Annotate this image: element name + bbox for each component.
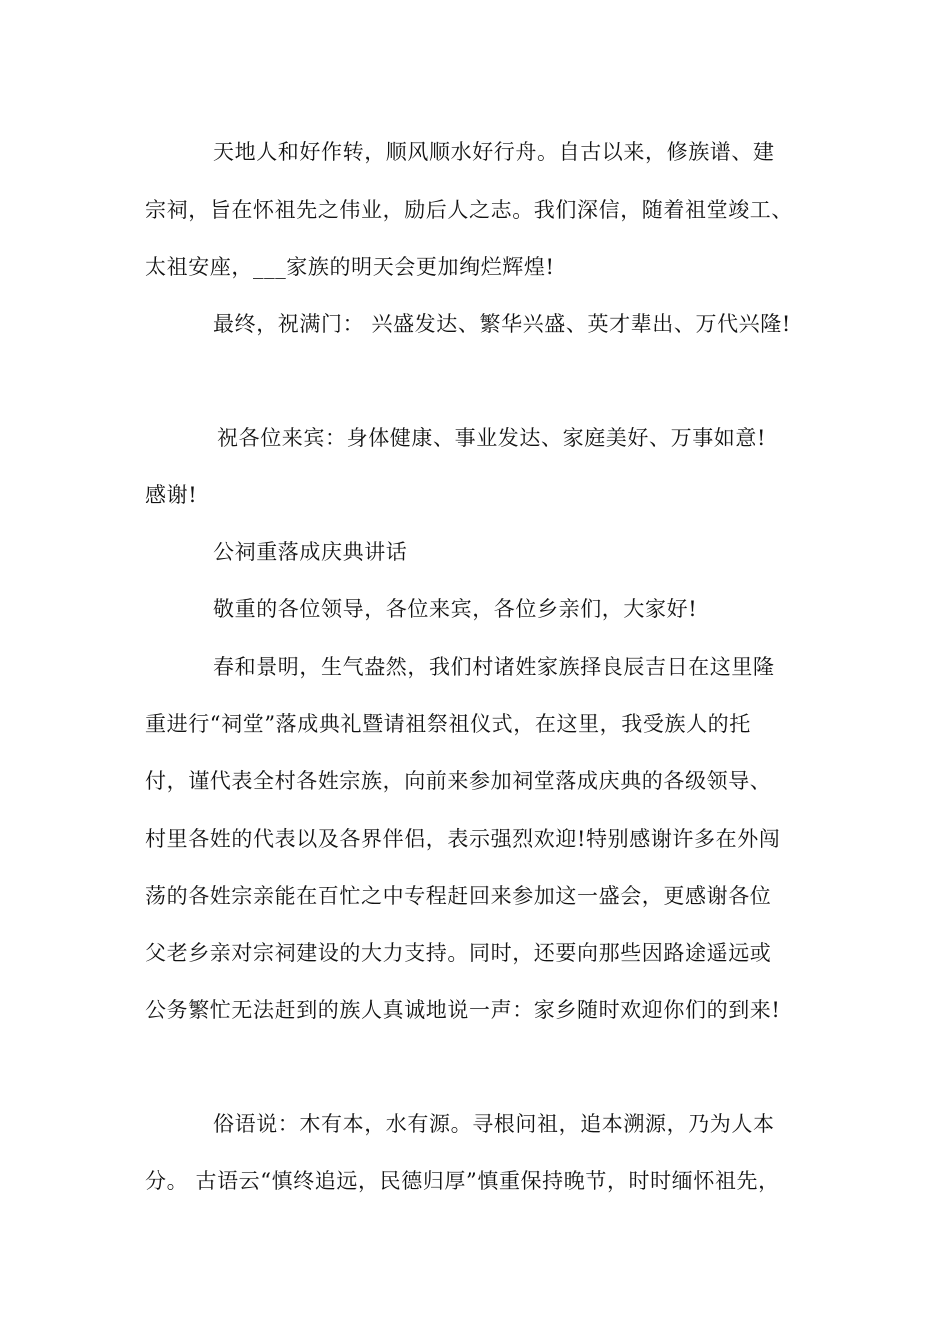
text-line: 太祖安座，___家族的明天会更加绚烂辉煌! — [145, 255, 555, 279]
text-line: 分。 古语云“慎终追远，民德归厚”慎重保持晚节，时时缅怀祖先， — [145, 1169, 780, 1193]
text-line: 春和景明，生气盎然，我们村诸姓家族择良辰吉日在这里隆 — [213, 655, 775, 679]
text-line: 俗语说：木有本，水有源。寻根问祖，追本溯源，乃为人本 — [213, 1112, 775, 1136]
text-line: 公务繁忙无法赶到的族人真诚地说一声：家乡随时欢迎你们的到来! — [145, 998, 781, 1022]
text-line: 付，谨代表全村各姓宗族，向前来参加祠堂落成庆典的各级领导、 — [145, 769, 772, 793]
text-line: 村里各姓的代表以及各界伴侣，表示强烈欢迎!特别感谢许多在外闯 — [145, 827, 781, 851]
text-line: 祝各位来宾：身体健康、事业发达、家庭美好、万事如意! — [217, 426, 767, 450]
text-line: 天地人和好作转，顺风顺水好行舟。自古以来，修族谱、建 — [213, 140, 775, 164]
text-line: 宗祠，旨在怀祖先之伟业，励后人之志。我们深信，随着祖堂竣工、 — [145, 198, 793, 222]
text-line: 感谢! — [145, 483, 198, 507]
text-line: 最终，祝满门： 兴盛发达、繁华兴盛、英才辈出、万代兴隆! — [213, 312, 791, 336]
text-line: 荡的各姓宗亲能在百忙之中专程赶回来参加这一盛会，更感谢各位 — [145, 884, 772, 908]
section-heading: 公祠重落成庆典讲话 — [213, 540, 408, 564]
text-line: 敬重的各位领导，各位来宾，各位乡亲们，大家好! — [213, 597, 698, 621]
text-line: 父老乡亲对宗祠建设的大力支持。同时，还要向那些因路途遥远或 — [145, 941, 772, 965]
text-line: 重进行“祠堂”落成典礼暨请祖祭祖仪式，在这里，我受族人的托 — [145, 712, 751, 736]
